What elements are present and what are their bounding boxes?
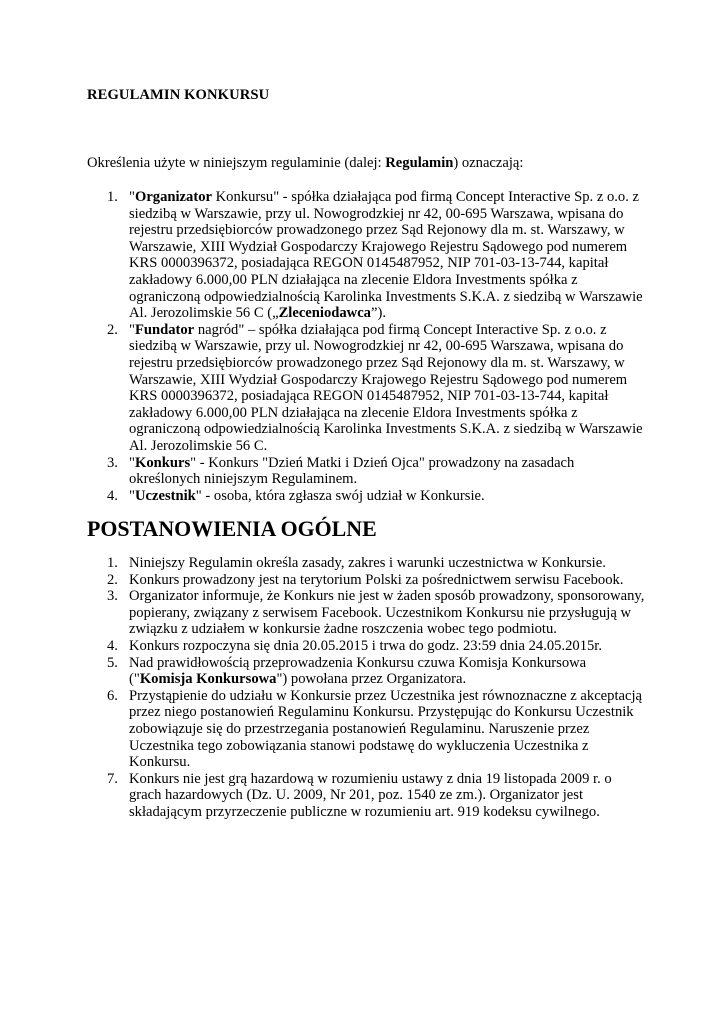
provision-item (87, 588, 647, 638)
provision-text: Przystąpienie do udziału w Konkursie przez Uczestnika jest równoznaczne z akceptacją przez niego postanowień Regulaminu Konkursu. Przystępując do Konkursu Uczestnik zobowiązuje się do przestrzegania postanowień Regulaminu. Naruszenie przez Uczestnika tego zobowiązania stanowi podstawę do wykluczenia Uczestnika z Konkursu. (129, 687, 642, 771)
general-provisions-list (87, 555, 647, 821)
intro-text-before: Określenia użyte w niniejszym regulaminie (dalej: (87, 155, 386, 171)
provision-text: Organizator informuje, że Konkurs nie jest w żaden sposób prowadzony, sponsorowany, popierany, związany z serwisem Facebook. Uczestnikom Konkursu nie przysługują w związku z udziałem w konkursie żadne roszczenia wobec tego podmiotu. (129, 588, 645, 638)
list-number: 2. (107, 571, 118, 588)
intro-text-bold: Regulamin (385, 155, 454, 171)
definition-text (129, 189, 647, 322)
provision-item (87, 638, 647, 655)
definition-prefix: " (129, 189, 135, 205)
provision-text (129, 655, 647, 688)
list-number: 1. (107, 555, 118, 571)
definition-item (87, 322, 647, 455)
definition-term: Uczestnik (134, 487, 196, 504)
provision-item (87, 555, 647, 572)
provision-text: Konkurs rozpoczyna się dnia 20.05.2015 i trwa do godz. 23:59 dnia 24.05.2015r. (129, 637, 602, 654)
list-number: 5. (107, 654, 118, 671)
definition-term: Konkurs (134, 454, 191, 471)
definition-term-2: Zleceniodawca (278, 305, 371, 322)
list-number: 4. (107, 637, 118, 654)
section-heading-general: POSTANOWIENIA OGÓLNE (87, 516, 377, 541)
definitions-list (87, 189, 647, 504)
provision-text: Niniejszy Regulamin określa zasady, zakres i warunki uczestnictwa w Konkursie. (129, 555, 606, 571)
definition-term: Organizator (134, 189, 212, 205)
definition-body: nagród" – spółka działająca pod firmą Concept Interactive Sp. z o.o. z siedzibą w Warszawie, przy ul. Nowogrodzkiej nr 42, 00-695 Warszawa, wpisana do rejestru przedsiębiorców prowadzonego przez Sąd Rejonowy dla m. st. Warszawy, w Warszawie, XIII Wydział Gospodarczy Krajowego Rejestru Sądowego pod numerem KRS 0000396372, posiadająca REGON 0145487952, NIP 701-03-13-744, kapitał zakładowy 6.000,00 PLN działająca na zlecenie Eldora Investments spółka z ograniczoną odpowiedzialnością Karolinka Investments S.K.A. z siedzibą w Warszawie Al. Jerozolimskie 56 C. (129, 321, 643, 454)
provision-item (87, 771, 647, 821)
definition-body: " - Konkurs "Dzień Matki i Dzień Ojca" prowadzony na zasadach określonych niniejszym Regulaminem. (129, 454, 575, 488)
definition-prefix: " (129, 454, 135, 471)
list-number: 3. (107, 588, 118, 605)
provision-text: Konkurs nie jest grą hazardową w rozumieniu ustawy z dnia 19 listopada 2009 r. o grach hazardowych (Dz. U. 2009, Nr 201, poz. 1540 ze zm.). Organizator jest składającym przyrzeczenie publiczne w rozumieniu art. 919 kodeksu cywilnego. (129, 770, 612, 820)
definition-text (129, 488, 647, 505)
intro-text-after: ) oznaczają: (453, 155, 524, 171)
provision-item (87, 655, 647, 688)
provision-text-before: Nad prawidłowością przeprowadzenia Konkursu czuwa Komisja Konkursowa (" (129, 654, 587, 688)
definition-term: Fundator (134, 321, 195, 338)
provision-text-after: ") powołana przez Organizatora. (276, 671, 467, 688)
list-number: 4. (107, 487, 118, 504)
definition-item (87, 455, 647, 488)
list-number: 7. (107, 770, 118, 787)
definition-text (129, 455, 647, 488)
definition-body: Konkursu" - spółka działająca pod firmą Concept Interactive Sp. z o.o. z siedzibą w Warszawie, przy ul. Nowogrodzkiej nr 42, 00-695 Warszawa, wpisana do rejestru przedsiębiorców prowadzonego przez Sąd Rejonowy dla m. st. Warszawy, w Warszawie, XIII Wydział Gospodarczy Krajowego Rejestru Sądowego pod numerem KRS 0000396372, posiadająca REGON 0145487952, NIP 701-03-13-744, kapitał zakładowy 6.000,00 PLN działająca na zlecenie Eldora Investments spółka z ograniczoną odpowiedzialnością Karolinka Investments S.K.A. z siedzibą w Warszawie Al. Jerozolimskie 56 C („ (129, 189, 643, 322)
list-number: 1. (107, 189, 118, 205)
definition-prefix: " (129, 321, 135, 338)
provision-text: Konkurs prowadzony jest na terytorium Polski za pośrednictwem serwisu Facebook. (129, 571, 624, 588)
list-number: 2. (107, 321, 118, 338)
list-number: 3. (107, 454, 118, 471)
definition-item (87, 488, 647, 505)
definition-text (129, 322, 647, 455)
definition-prefix: " (129, 487, 135, 504)
list-number: 6. (107, 687, 118, 704)
provision-item (87, 572, 647, 589)
intro-paragraph (87, 155, 523, 172)
provision-item (87, 688, 647, 771)
document-title: REGULAMIN KONKURSU (87, 87, 270, 103)
definition-item (87, 189, 647, 322)
definition-tail: ”). (370, 305, 386, 322)
definition-body: " - osoba, która zgłasza swój udział w Konkursie. (195, 487, 485, 504)
provision-term: Komisja Konkursowa (139, 671, 277, 688)
